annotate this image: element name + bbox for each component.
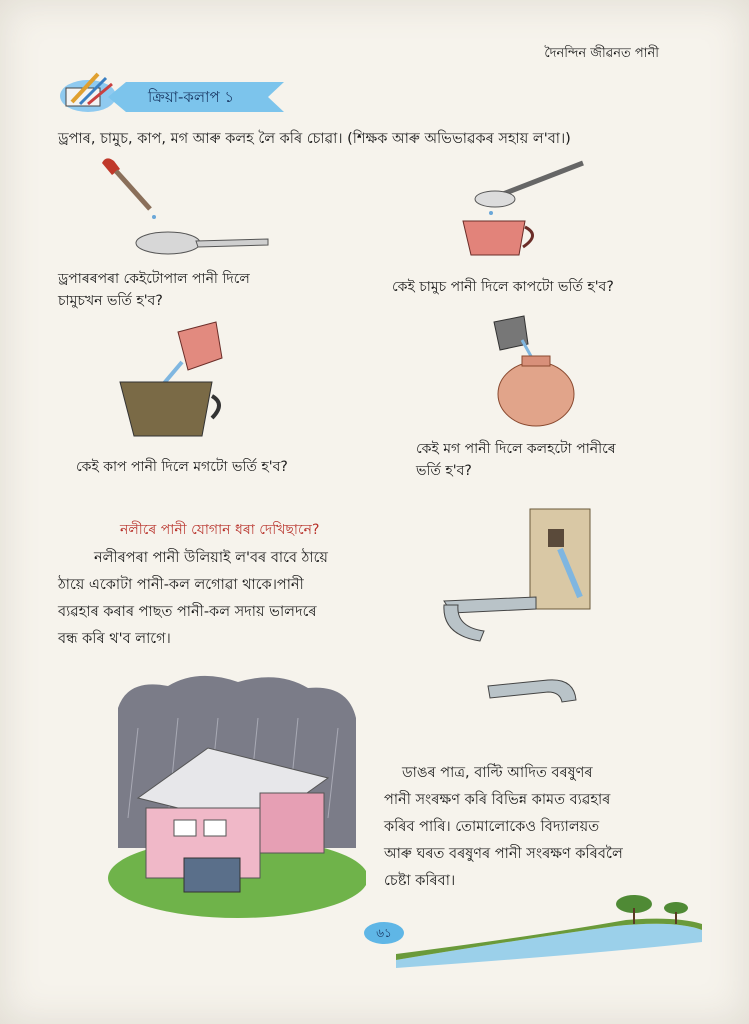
tap-line-3: ব্যৱহাৰ কৰাৰ পাছত পানী-কল সদায় ভালদৰে <box>58 604 317 620</box>
intro-text: ড্ৰপাৰ, চামুচ, কাপ, মগ আৰু কলহ লৈ কৰি চোৱা। (শিক্ষক আৰু অভিভাৱকৰ সহায় ল'বা।) <box>58 131 571 147</box>
rain-line-4: আৰু ঘৰত বৰষুণৰ পানী সংৰক্ষণ কৰিবলৈ <box>384 846 623 862</box>
rain-section-paragraph <box>384 760 700 895</box>
running-header: দৈনন্দিন জীৱনত পানী <box>544 46 659 61</box>
page-number: ৬১ <box>364 922 404 944</box>
q1-caption <box>58 268 250 312</box>
tap-section-paragraph <box>58 545 436 653</box>
activity-label: ক্ৰিয়া-কলাপ ১ <box>148 88 235 106</box>
rain-line-5: চেষ্টা কৰিবা। <box>384 873 456 889</box>
q3-caption: কেই কাপ পানী দিলে মগটো ভৰ্তি হ'ব? <box>76 459 288 475</box>
cup-spoon-illustration <box>455 155 635 265</box>
tap-line-4: বন্ধ কৰি থ'ব লাগে। <box>58 631 171 647</box>
mug-pot-illustration <box>488 310 588 428</box>
q4-caption <box>416 438 616 482</box>
q4-line-1: কেই মগ পানী দিলে কলহটো পানীৰে <box>416 441 616 457</box>
tap-line-1: নলীৰপৰা পানী উলিয়াই ল'বৰ বাবে ঠায়ে <box>94 550 328 566</box>
q4-line-2: ভৰ্তি হ'ব? <box>416 463 472 479</box>
rain-line-1: ডাঙৰ পাত্ৰ, বাল্টি আদিত বৰষুণৰ <box>402 765 593 781</box>
rain-line-3: কৰিব পাৰি। তোমালোকেও বিদ্যালয়ত <box>384 819 600 835</box>
q2-caption: কেই চামুচ পানী দিলে কাপটো ভৰ্তি হ'ব? <box>392 279 614 295</box>
tap-section-heading: নলীৰে পানী যোগান ধৰা দেখিছানে? <box>120 522 320 538</box>
rain-house-illustration <box>98 668 366 918</box>
water-tap-illustration <box>440 505 610 645</box>
cup-mug-illustration <box>116 318 236 443</box>
q1-line-2: চামুচখন ভৰ্তি হ'ব? <box>58 293 163 309</box>
rain-line-2: পানী সংৰক্ষণ কৰি বিভিন্ন কামত ব্যৱহাৰ <box>384 792 611 808</box>
dropper-spoon-illustration <box>96 155 276 260</box>
q1-line-1: ড্ৰপাৰৰপৰা কেইটোপাল পানী দিলে <box>58 271 250 287</box>
river-landscape-illustration <box>396 890 706 970</box>
pipe-illustration <box>484 660 584 710</box>
tap-line-2: ঠায়ে একোটা পানী-কল লগোৱা থাকে।পানী <box>58 577 304 593</box>
